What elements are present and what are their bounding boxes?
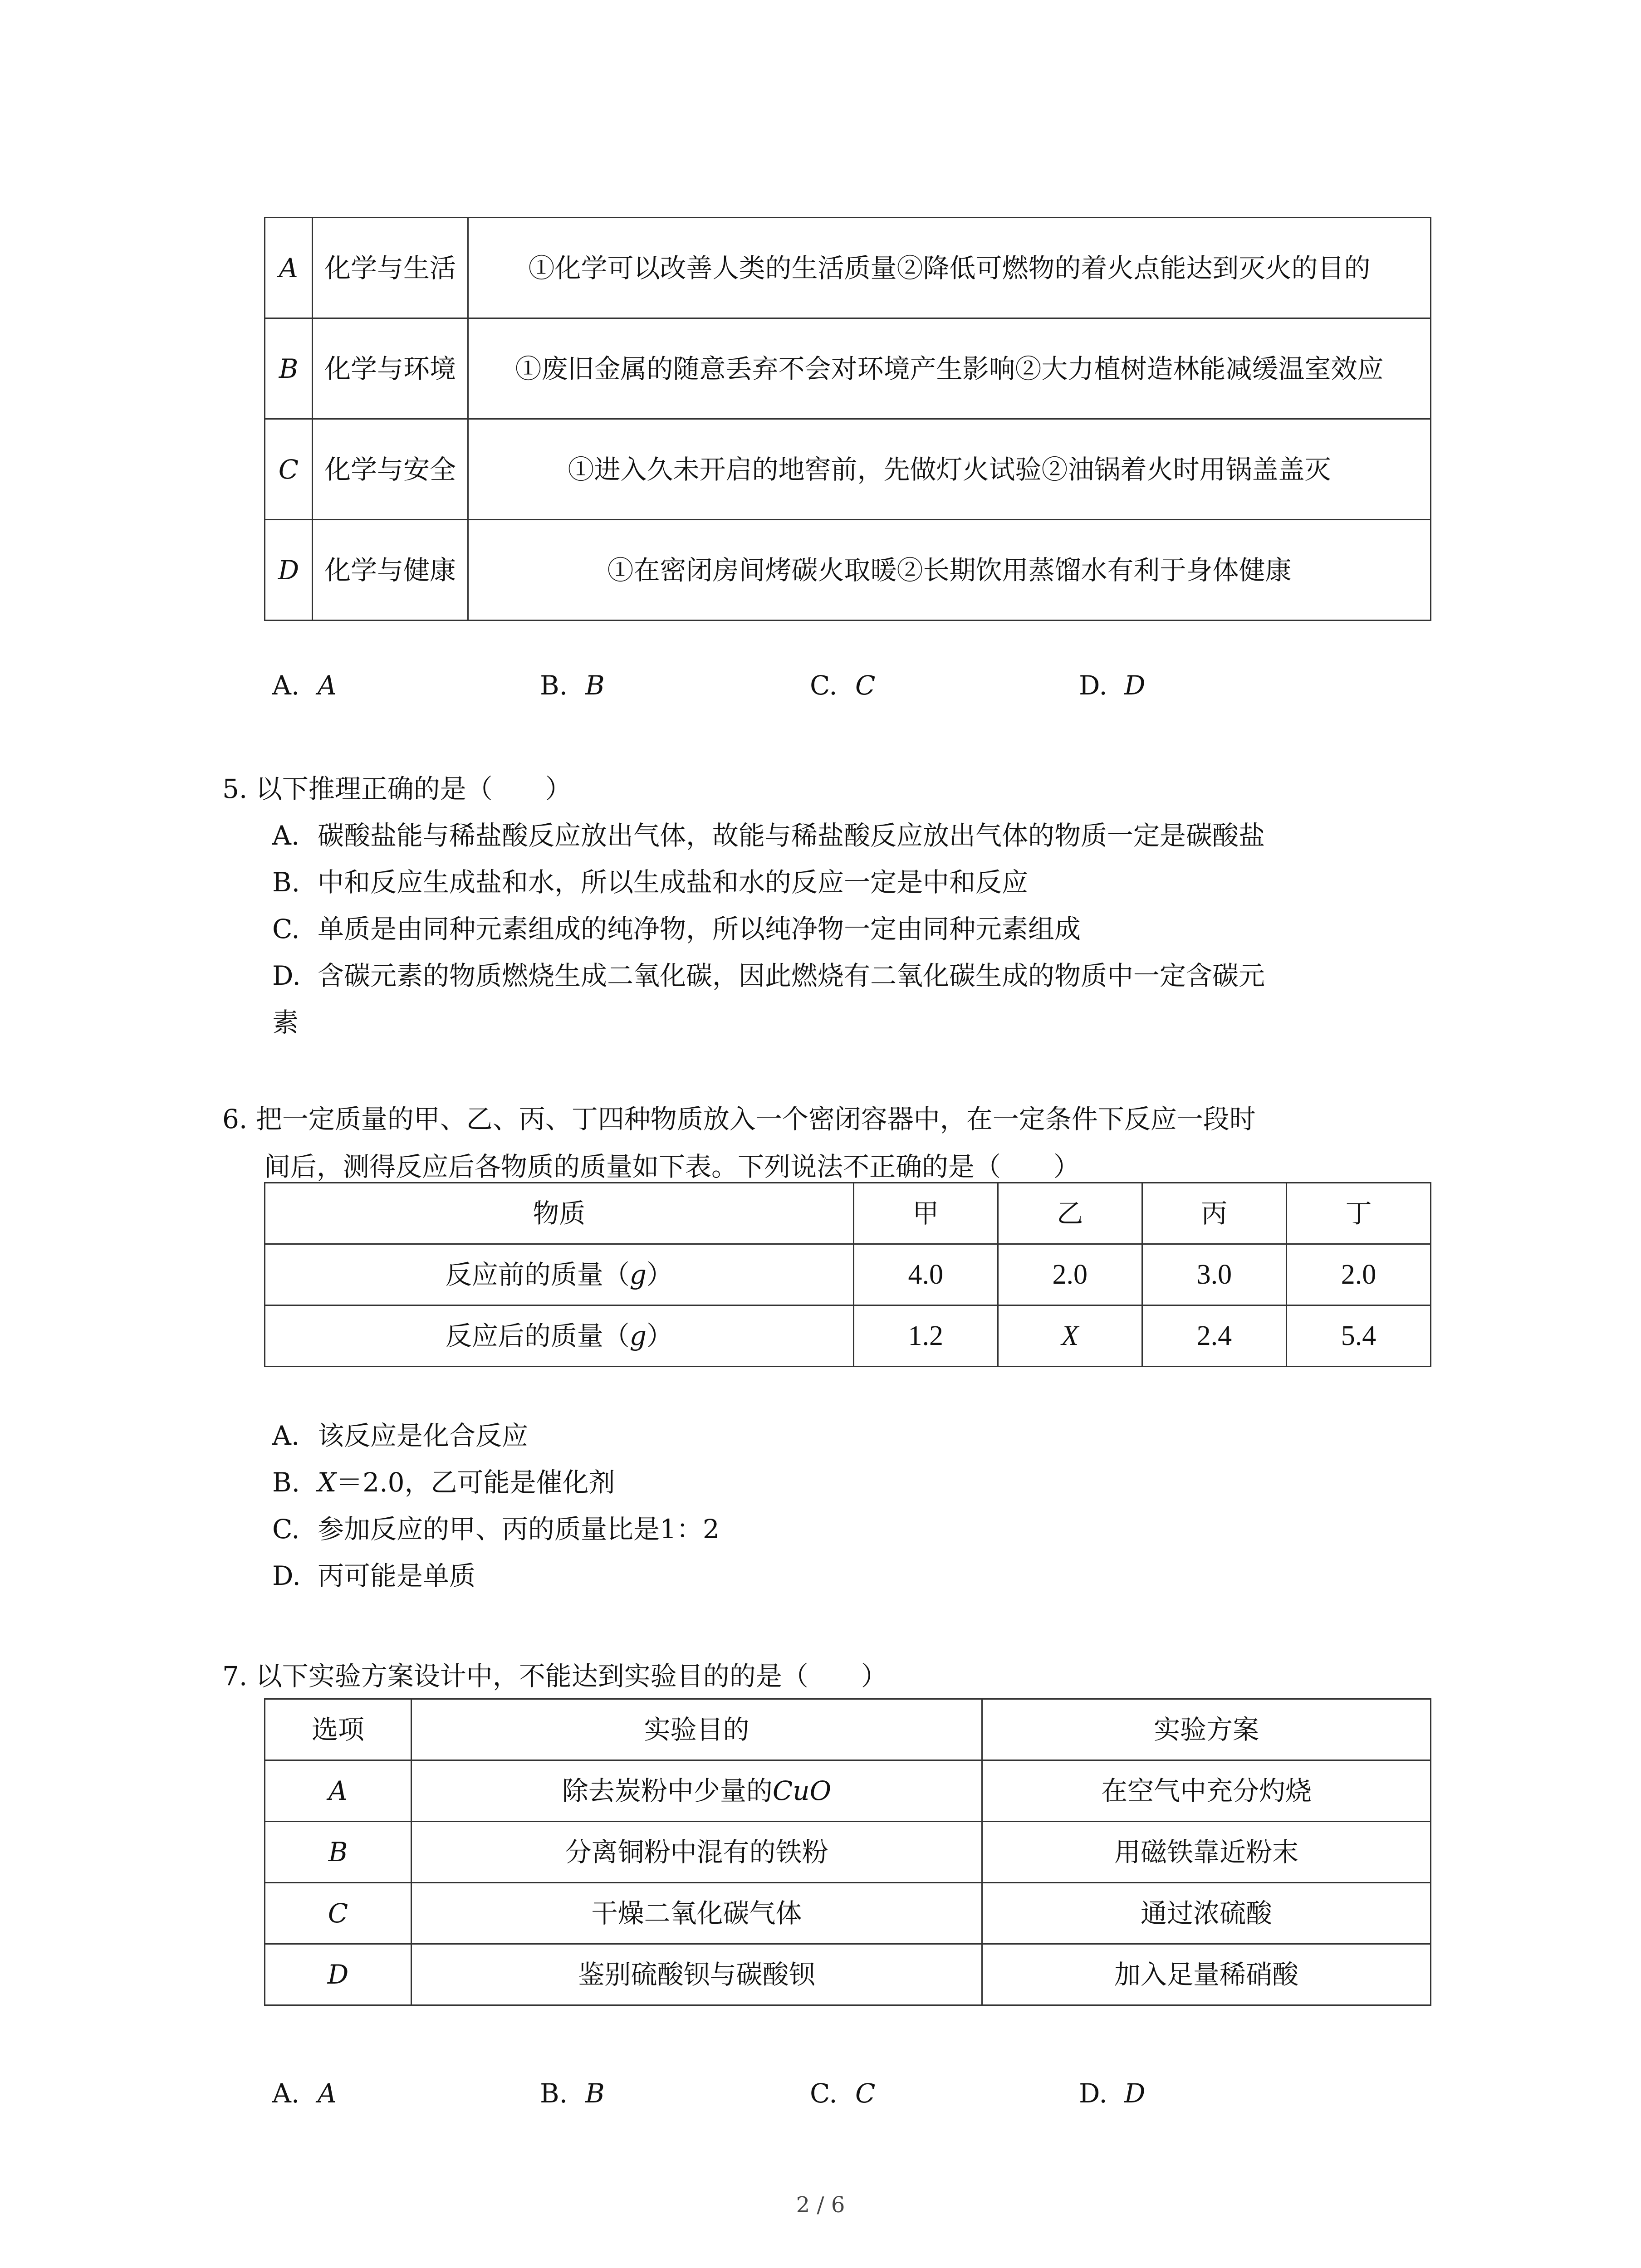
option-label: C. (810, 670, 838, 701)
table-row (265, 1822, 1431, 1883)
option-value: B (585, 2078, 605, 2109)
option-text: 含碳元素的物质燃烧生成二氧化碳，因此燃烧有二氧化碳生成的物质中一定含碳元 (318, 960, 1265, 991)
row-category: 化学与环境 (313, 318, 468, 419)
table-cell: 5.4 (1286, 1305, 1430, 1367)
option-text: 该反应是化合反应 (318, 1420, 529, 1451)
option-label: A. (272, 2078, 300, 2109)
option-var: X (318, 1467, 337, 1498)
q5-stem: 5. 以下推理正确的是（ ） (222, 773, 572, 804)
q6-option-d (272, 1560, 475, 1592)
option-label: C. (272, 1514, 300, 1545)
row-category: 化学与安全 (313, 419, 468, 520)
q6-option-c (272, 1513, 720, 1545)
q7-stem: 7. 以下实验方案设计中，不能达到实验目的的是（ ） (222, 1661, 887, 1691)
option-label: D. (272, 1560, 301, 1591)
table-row (265, 1244, 1431, 1305)
option-value: D (1124, 670, 1146, 701)
option-text: ＝2.0，乙可能是催化剂 (336, 1467, 615, 1498)
q4-option-c (810, 670, 875, 701)
option-text: 碳酸盐能与稀盐酸反应放出气体，故能与稀盐酸反应放出气体的物质一定是碳酸盐 (318, 820, 1265, 851)
option-label: C. (810, 2078, 838, 2109)
option-value: C (855, 670, 876, 701)
option-label: D. (1079, 670, 1107, 701)
q7-table (264, 1698, 1431, 2006)
table-cell: C (265, 1883, 411, 1944)
q6-option-a (272, 1420, 528, 1452)
row-category: 化学与健康 (313, 520, 468, 621)
q6-option-b (272, 1466, 615, 1498)
row-content: ①废旧金属的随意丢弃不会对环境产生影响②大力植树造林能减缓温室效应 (468, 318, 1431, 419)
option-text: 参加反应的甲、丙的质量比是1：2 (318, 1514, 720, 1545)
option-label: A. (272, 670, 300, 701)
option-text: 丙可能是单质 (318, 1560, 476, 1591)
option-label: B. (272, 1467, 300, 1498)
q4-option-b (540, 670, 605, 701)
q4-option-d (1079, 670, 1146, 701)
table-cell: X (998, 1305, 1142, 1367)
purpose-text: 除去炭粉中少量的 (562, 1775, 773, 1806)
table-cell: D (265, 1944, 411, 2005)
q5-option-d (272, 960, 1265, 992)
row-label (265, 1305, 854, 1367)
row-label-pre: 反应前的质量（ (445, 1259, 630, 1290)
table-row (265, 1305, 1431, 1367)
table-row (265, 520, 1431, 621)
table-row (265, 419, 1431, 520)
q6-stem-line2: 间后，测得反应后各物质的质量如下表。下列说法不正确的是（ ） (264, 1151, 1080, 1182)
row-content: ①进入久未开启的地窖前，先做灯火试验②油锅着火时用锅盖盖灭 (468, 419, 1431, 520)
row-label-post: ） (646, 1259, 673, 1290)
header-cell: 甲 (853, 1183, 998, 1244)
row-category: 化学与生活 (313, 218, 468, 318)
row-label-post: ） (646, 1320, 673, 1351)
table-cell: 加入足量稀硝酸 (982, 1944, 1431, 2005)
header-cell: 实验方案 (982, 1699, 1431, 1760)
option-text: 单质是由同种元素组成的纯净物，所以纯净物一定由同种元素组成 (318, 914, 1081, 944)
option-label: D. (272, 960, 301, 991)
q6-table (264, 1182, 1431, 1367)
table-header-row (265, 1183, 1431, 1244)
table-cell: 通过浓硫酸 (982, 1883, 1431, 1944)
header-cell: 选项 (265, 1699, 411, 1760)
header-cell: 实验目的 (411, 1699, 982, 1760)
q7-option-d (1079, 2077, 1146, 2109)
header-cell: 丙 (1142, 1183, 1286, 1244)
table-row (265, 1944, 1431, 2005)
option-label: B. (540, 2078, 568, 2109)
option-label: D. (1079, 2078, 1107, 2109)
row-letter: A (265, 218, 313, 318)
table-cell: 鉴别硫酸钡与碳酸钡 (411, 1944, 982, 2005)
table-cell: 分离铜粉中混有的铁粉 (411, 1822, 982, 1883)
option-label: A. (272, 1420, 300, 1451)
row-label (265, 1244, 854, 1305)
q4-option-a (272, 670, 337, 701)
table-cell (411, 1760, 982, 1822)
option-label: B. (272, 867, 300, 898)
row-label-unit: g (629, 1320, 647, 1351)
table-row (265, 1760, 1431, 1822)
page-number: 2 / 6 (796, 2192, 845, 2218)
option-label: A. (272, 820, 300, 851)
option-label: C. (272, 914, 300, 944)
table-row (265, 218, 1431, 318)
row-letter: B (265, 318, 313, 419)
row-content: ①在密闭房间烤碳火取暖②长期饮用蒸馏水有利于身体健康 (468, 520, 1431, 621)
header-cell: 乙 (998, 1183, 1142, 1244)
q7-option-b (540, 2077, 605, 2109)
option-value: A (318, 2078, 337, 2109)
row-label-unit: g (629, 1259, 647, 1290)
table-header-row (265, 1699, 1431, 1760)
table-row (265, 1883, 1431, 1944)
table-cell: 3.0 (1142, 1244, 1286, 1305)
q5-option-a (272, 820, 1265, 851)
option-text: 中和反应生成盐和水，所以生成盐和水的反应一定是中和反应 (318, 867, 1029, 898)
table-cell: 1.2 (853, 1305, 998, 1367)
table-cell: 在空气中充分灼烧 (982, 1760, 1431, 1822)
q5-option-d-continuation: 素 (272, 1007, 299, 1038)
option-value: D (1124, 2078, 1146, 2109)
header-cell: 物质 (265, 1183, 854, 1244)
header-cell: 丁 (1286, 1183, 1430, 1244)
table-cell: 4.0 (853, 1244, 998, 1305)
option-value: C (855, 2078, 876, 2109)
q6-stem-line1: 6. 把一定质量的甲、乙、丙、丁四种物质放入一个密闭容器中，在一定条件下反应一段时 (222, 1104, 1256, 1134)
q7-option-a (272, 2077, 337, 2109)
option-label: B. (540, 670, 568, 701)
table-cell: 2.0 (1286, 1244, 1430, 1305)
table-cell: 2.0 (998, 1244, 1142, 1305)
table-cell: 用磁铁靠近粉末 (982, 1822, 1431, 1883)
row-label-pre: 反应后的质量（ (445, 1320, 630, 1351)
row-letter: C (265, 419, 313, 520)
table-cell: 干燥二氧化碳气体 (411, 1883, 982, 1944)
option-value: A (318, 670, 337, 701)
table-row (265, 318, 1431, 419)
q7-option-c (810, 2077, 875, 2109)
q5-option-b (272, 866, 1028, 898)
table-cell: 2.4 (1142, 1305, 1286, 1367)
option-value: B (585, 670, 605, 701)
row-content: ①化学可以改善人类的生活质量②降低可燃物的着火点能达到灭火的目的 (468, 218, 1431, 318)
table-cell: A (265, 1760, 411, 1822)
q4-table (264, 217, 1431, 621)
row-letter: D (265, 520, 313, 621)
table-cell: B (265, 1822, 411, 1883)
purpose-formula: CuO (772, 1775, 832, 1806)
q5-option-c (272, 913, 1081, 945)
